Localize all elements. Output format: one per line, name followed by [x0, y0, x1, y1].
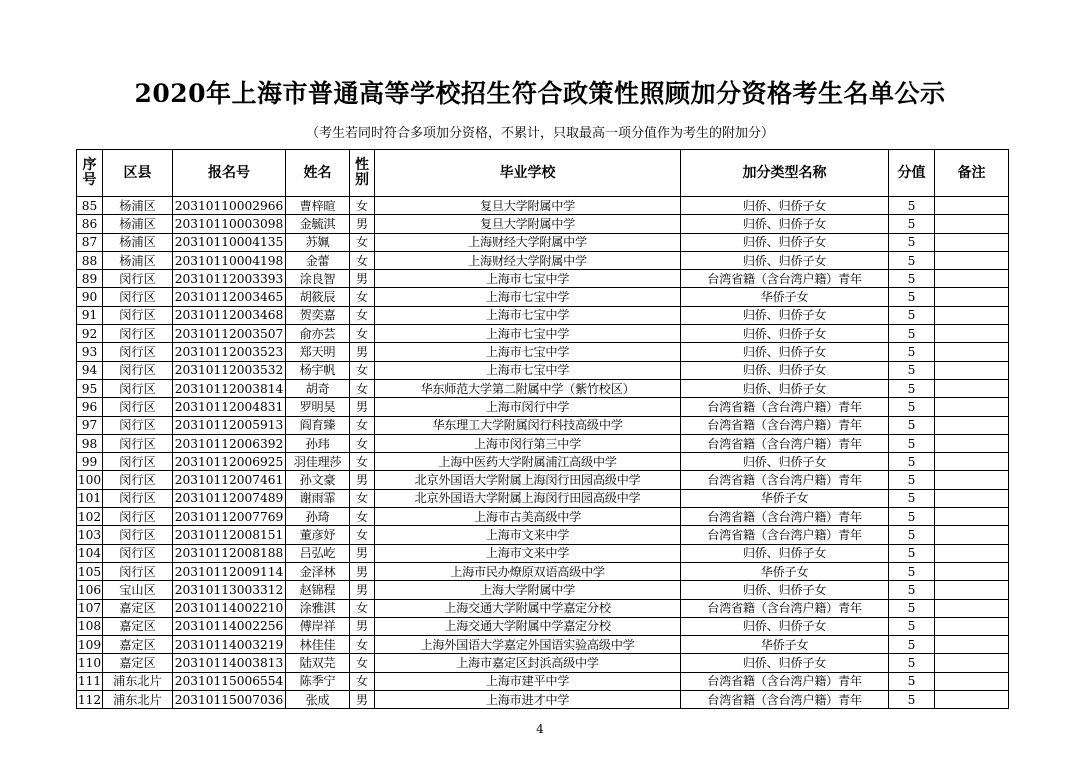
cell-gender: 女	[350, 416, 375, 434]
cell-bonus-type: 台湾省籍（含台湾户籍）青年	[681, 398, 889, 416]
cell-remark	[935, 544, 1009, 562]
cell-bonus-type: 归侨、归侨子女	[681, 251, 889, 269]
cell-seq: 111	[77, 672, 103, 690]
cell-name: 金泽林	[286, 562, 350, 580]
document-subtitle: （考生若同时符合多项加分资格，不累计，只取最高一项分值作为考生的附加分）	[305, 126, 774, 141]
cell-district: 闵行区	[103, 489, 173, 507]
cell-reg-no: 20310112003523	[173, 343, 286, 361]
header-school: 毕业学校	[375, 150, 681, 197]
cell-name: 孙琦	[286, 508, 350, 526]
page-number: 4	[536, 722, 544, 736]
cell-reg-no: 20310114003219	[173, 636, 286, 654]
cell-gender: 女	[350, 233, 375, 251]
cell-reg-no: 20310114002210	[173, 599, 286, 617]
cell-seq: 99	[77, 453, 103, 471]
cell-score: 5	[889, 197, 935, 215]
cell-score: 5	[889, 636, 935, 654]
cell-district: 闵行区	[103, 325, 173, 343]
cell-gender: 女	[350, 654, 375, 672]
cell-score: 5	[889, 691, 935, 709]
cell-bonus-type: 华侨子女	[681, 489, 889, 507]
cell-school: 上海财经大学附属中学	[375, 233, 681, 251]
table-row	[77, 343, 1009, 361]
cell-bonus-type: 归侨、归侨子女	[681, 325, 889, 343]
table-row	[77, 361, 1009, 379]
cell-seq: 95	[77, 379, 103, 397]
cell-district: 杨浦区	[103, 233, 173, 251]
cell-gender: 女	[350, 526, 375, 544]
cell-reg-no: 20310112005913	[173, 416, 286, 434]
cell-name: 贺奕嘉	[286, 306, 350, 324]
cell-remark	[935, 270, 1009, 288]
header-district: 区县	[103, 150, 173, 197]
cell-bonus-type: 台湾省籍（含台湾户籍）青年	[681, 691, 889, 709]
cell-gender: 女	[350, 325, 375, 343]
cell-school: 上海市七宝中学	[375, 361, 681, 379]
cell-seq: 94	[77, 361, 103, 379]
cell-district: 闵行区	[103, 471, 173, 489]
cell-district: 嘉定区	[103, 636, 173, 654]
cell-district: 闵行区	[103, 562, 173, 580]
table-row	[77, 398, 1009, 416]
cell-district: 浦东北片	[103, 691, 173, 709]
cell-gender: 女	[350, 599, 375, 617]
cell-school: 华东师范大学第二附属中学（紫竹校区）	[375, 379, 681, 397]
cell-bonus-type: 归侨、归侨子女	[681, 306, 889, 324]
cell-gender: 男	[350, 471, 375, 489]
cell-score: 5	[889, 471, 935, 489]
cell-bonus-type: 归侨、归侨子女	[681, 215, 889, 233]
document-title: 2020年上海市普通高等学校招生符合政策性照顾加分资格考生名单公示	[134, 79, 946, 108]
cell-remark	[935, 672, 1009, 690]
cell-reg-no: 20310112003393	[173, 270, 286, 288]
cell-score: 5	[889, 654, 935, 672]
cell-remark	[935, 581, 1009, 599]
header-remark: 备注	[935, 150, 1009, 197]
cell-name: 吕弘屹	[286, 544, 350, 562]
cell-seq: 85	[77, 197, 103, 215]
cell-reg-no: 20310110004198	[173, 251, 286, 269]
table-header-row	[77, 150, 1009, 197]
cell-name: 涂良智	[286, 270, 350, 288]
cell-reg-no: 20310110003098	[173, 215, 286, 233]
cell-district: 闵行区	[103, 343, 173, 361]
cell-school: 上海市民办燎原双语高级中学	[375, 562, 681, 580]
cell-score: 5	[889, 453, 935, 471]
table-row	[77, 471, 1009, 489]
cell-name: 杨宇帆	[286, 361, 350, 379]
cell-score: 5	[889, 489, 935, 507]
cell-gender: 女	[350, 508, 375, 526]
cell-bonus-type: 归侨、归侨子女	[681, 453, 889, 471]
cell-seq: 109	[77, 636, 103, 654]
cell-gender: 男	[350, 544, 375, 562]
cell-district: 杨浦区	[103, 197, 173, 215]
cell-score: 5	[889, 398, 935, 416]
cell-school: 上海市七宝中学	[375, 325, 681, 343]
cell-name: 林佳佳	[286, 636, 350, 654]
cell-remark	[935, 471, 1009, 489]
cell-reg-no: 20310115006554	[173, 672, 286, 690]
cell-school: 上海大学附属中学	[375, 581, 681, 599]
cell-school: 上海市七宝中学	[375, 288, 681, 306]
cell-bonus-type: 华侨子女	[681, 562, 889, 580]
header-reg-no: 报名号	[173, 150, 286, 197]
cell-bonus-type: 台湾省籍（含台湾户籍）青年	[681, 672, 889, 690]
cell-remark	[935, 654, 1009, 672]
cell-district: 杨浦区	[103, 251, 173, 269]
cell-reg-no: 20310112007461	[173, 471, 286, 489]
cell-remark	[935, 398, 1009, 416]
table-row	[77, 636, 1009, 654]
cell-district: 宝山区	[103, 581, 173, 599]
cell-score: 5	[889, 581, 935, 599]
cell-reg-no: 20310112007769	[173, 508, 286, 526]
cell-score: 5	[889, 379, 935, 397]
cell-remark	[935, 526, 1009, 544]
cell-name: 郑天明	[286, 343, 350, 361]
cell-bonus-type: 华侨子女	[681, 288, 889, 306]
table-row	[77, 691, 1009, 709]
cell-score: 5	[889, 544, 935, 562]
cell-score: 5	[889, 599, 935, 617]
cell-name: 俞亦芸	[286, 325, 350, 343]
table-row	[77, 379, 1009, 397]
cell-remark	[935, 251, 1009, 269]
cell-school: 上海市进才中学	[375, 691, 681, 709]
header-score: 分值	[889, 150, 935, 197]
cell-seq: 110	[77, 654, 103, 672]
table-row	[77, 215, 1009, 233]
cell-remark	[935, 325, 1009, 343]
cell-remark	[935, 508, 1009, 526]
cell-gender: 女	[350, 636, 375, 654]
cell-reg-no: 20310112006925	[173, 453, 286, 471]
cell-name: 赵锦程	[286, 581, 350, 599]
cell-bonus-type: 归侨、归侨子女	[681, 197, 889, 215]
cell-remark	[935, 379, 1009, 397]
cell-remark	[935, 197, 1009, 215]
table-row	[77, 416, 1009, 434]
table-row	[77, 270, 1009, 288]
cell-gender: 男	[350, 617, 375, 635]
cell-gender: 女	[350, 489, 375, 507]
cell-school: 上海市嘉定区封浜高级中学	[375, 654, 681, 672]
cell-seq: 92	[77, 325, 103, 343]
cell-reg-no: 20310112008151	[173, 526, 286, 544]
cell-seq: 103	[77, 526, 103, 544]
cell-name: 涂雅淇	[286, 599, 350, 617]
cell-seq: 93	[77, 343, 103, 361]
table-row	[77, 306, 1009, 324]
cell-bonus-type: 台湾省籍（含台湾户籍）青年	[681, 270, 889, 288]
cell-school: 上海市七宝中学	[375, 270, 681, 288]
cell-district: 闵行区	[103, 434, 173, 452]
cell-gender: 男	[350, 343, 375, 361]
cell-gender: 女	[350, 197, 375, 215]
cell-gender: 女	[350, 672, 375, 690]
cell-district: 闵行区	[103, 508, 173, 526]
cell-name: 胡奇	[286, 379, 350, 397]
cell-name: 孙玮	[286, 434, 350, 452]
header-gender: 性 别	[350, 150, 375, 197]
cell-district: 闵行区	[103, 306, 173, 324]
cell-remark	[935, 215, 1009, 233]
cell-reg-no: 20310112003468	[173, 306, 286, 324]
cell-seq: 100	[77, 471, 103, 489]
cell-district: 闵行区	[103, 526, 173, 544]
header-name: 姓名	[286, 150, 350, 197]
table-row	[77, 544, 1009, 562]
cell-reg-no: 20310113003312	[173, 581, 286, 599]
cell-school: 上海市七宝中学	[375, 343, 681, 361]
cell-seq: 112	[77, 691, 103, 709]
cell-school: 复旦大学附属中学	[375, 215, 681, 233]
cell-remark	[935, 343, 1009, 361]
table-row	[77, 233, 1009, 251]
cell-seq: 98	[77, 434, 103, 452]
table-body	[77, 197, 1009, 709]
cell-score: 5	[889, 233, 935, 251]
cell-remark	[935, 617, 1009, 635]
cell-gender: 男	[350, 581, 375, 599]
cell-reg-no: 20310114002256	[173, 617, 286, 635]
table-row	[77, 325, 1009, 343]
cell-reg-no: 20310112003532	[173, 361, 286, 379]
cell-district: 嘉定区	[103, 617, 173, 635]
cell-name: 苏姵	[286, 233, 350, 251]
cell-gender: 女	[350, 379, 375, 397]
cell-bonus-type: 台湾省籍（含台湾户籍）青年	[681, 434, 889, 452]
cell-district: 杨浦区	[103, 215, 173, 233]
cell-remark	[935, 434, 1009, 452]
cell-seq: 108	[77, 617, 103, 635]
table-row	[77, 434, 1009, 452]
table-row	[77, 672, 1009, 690]
cell-score: 5	[889, 562, 935, 580]
cell-school: 上海市文来中学	[375, 526, 681, 544]
cell-name: 陈季宁	[286, 672, 350, 690]
cell-name: 陆双芫	[286, 654, 350, 672]
table-row	[77, 562, 1009, 580]
cell-remark	[935, 453, 1009, 471]
cell-reg-no: 20310112008188	[173, 544, 286, 562]
cell-gender: 女	[350, 306, 375, 324]
cell-remark	[935, 416, 1009, 434]
cell-school: 上海交通大学附属中学嘉定分校	[375, 617, 681, 635]
cell-district: 闵行区	[103, 379, 173, 397]
cell-school: 北京外国语大学附属上海闵行田园高级中学	[375, 471, 681, 489]
cell-gender: 女	[350, 453, 375, 471]
cell-score: 5	[889, 251, 935, 269]
cell-remark	[935, 636, 1009, 654]
cell-gender: 女	[350, 434, 375, 452]
cell-school: 上海市文来中学	[375, 544, 681, 562]
cell-school: 上海市闵行中学	[375, 398, 681, 416]
cell-score: 5	[889, 288, 935, 306]
cell-bonus-type: 台湾省籍（含台湾户籍）青年	[681, 471, 889, 489]
cell-district: 闵行区	[103, 398, 173, 416]
cell-bonus-type: 台湾省籍（含台湾户籍）青年	[681, 416, 889, 434]
cell-score: 5	[889, 526, 935, 544]
table-row	[77, 251, 1009, 269]
cell-gender: 女	[350, 251, 375, 269]
cell-name: 曹梓暄	[286, 197, 350, 215]
cell-bonus-type: 华侨子女	[681, 636, 889, 654]
cell-name: 董彦妤	[286, 526, 350, 544]
cell-seq: 88	[77, 251, 103, 269]
cell-remark	[935, 599, 1009, 617]
cell-remark	[935, 306, 1009, 324]
cell-district: 闵行区	[103, 288, 173, 306]
cell-remark	[935, 233, 1009, 251]
cell-seq: 91	[77, 306, 103, 324]
cell-remark	[935, 562, 1009, 580]
cell-bonus-type: 台湾省籍（含台湾户籍）青年	[681, 526, 889, 544]
cell-score: 5	[889, 343, 935, 361]
cell-name: 傅岸祥	[286, 617, 350, 635]
cell-school: 复旦大学附属中学	[375, 197, 681, 215]
cell-seq: 87	[77, 233, 103, 251]
cell-seq: 102	[77, 508, 103, 526]
cell-score: 5	[889, 306, 935, 324]
table-row	[77, 288, 1009, 306]
cell-reg-no: 20310112003507	[173, 325, 286, 343]
cell-score: 5	[889, 416, 935, 434]
cell-district: 嘉定区	[103, 599, 173, 617]
cell-score: 5	[889, 434, 935, 452]
cell-name: 孙文豪	[286, 471, 350, 489]
cell-score: 5	[889, 617, 935, 635]
cell-bonus-type: 台湾省籍（含台湾户籍）青年	[681, 599, 889, 617]
table-row	[77, 197, 1009, 215]
cell-name: 胡筱辰	[286, 288, 350, 306]
cell-seq: 96	[77, 398, 103, 416]
cell-remark	[935, 489, 1009, 507]
cell-district: 闵行区	[103, 544, 173, 562]
cell-remark	[935, 288, 1009, 306]
cell-seq: 89	[77, 270, 103, 288]
cell-bonus-type: 归侨、归侨子女	[681, 654, 889, 672]
table-row	[77, 508, 1009, 526]
cell-school: 上海市闵行第三中学	[375, 434, 681, 452]
cell-bonus-type: 归侨、归侨子女	[681, 379, 889, 397]
cell-reg-no: 20310112004831	[173, 398, 286, 416]
cell-gender: 女	[350, 361, 375, 379]
cell-score: 5	[889, 672, 935, 690]
cell-reg-no: 20310110002966	[173, 197, 286, 215]
header-seq: 序 号	[77, 150, 103, 197]
cell-name: 阎育臻	[286, 416, 350, 434]
cell-seq: 106	[77, 581, 103, 599]
cell-remark	[935, 361, 1009, 379]
cell-school: 上海交通大学附属中学嘉定分校	[375, 599, 681, 617]
cell-bonus-type: 归侨、归侨子女	[681, 343, 889, 361]
cell-school: 华东理工大学附属闵行科技高级中学	[375, 416, 681, 434]
cell-gender: 男	[350, 562, 375, 580]
cell-gender: 女	[350, 288, 375, 306]
cell-school: 上海财经大学附属中学	[375, 251, 681, 269]
cell-school: 上海中医药大学附属浦江高级中学	[375, 453, 681, 471]
table-row	[77, 581, 1009, 599]
cell-school: 上海外国语大学嘉定外国语实验高级中学	[375, 636, 681, 654]
cell-name: 罗明昊	[286, 398, 350, 416]
cell-score: 5	[889, 270, 935, 288]
cell-name: 金毓淇	[286, 215, 350, 233]
cell-score: 5	[889, 325, 935, 343]
cell-bonus-type: 归侨、归侨子女	[681, 581, 889, 599]
table-row	[77, 654, 1009, 672]
cell-score: 5	[889, 361, 935, 379]
cell-district: 闵行区	[103, 416, 173, 434]
cell-bonus-type: 归侨、归侨子女	[681, 361, 889, 379]
table-row	[77, 617, 1009, 635]
cell-seq: 105	[77, 562, 103, 580]
table-row	[77, 526, 1009, 544]
cell-bonus-type: 归侨、归侨子女	[681, 544, 889, 562]
cell-school: 上海市古美高级中学	[375, 508, 681, 526]
cell-seq: 104	[77, 544, 103, 562]
cell-district: 闵行区	[103, 270, 173, 288]
cell-district: 嘉定区	[103, 654, 173, 672]
cell-school: 上海市七宝中学	[375, 306, 681, 324]
table-row	[77, 489, 1009, 507]
cell-school: 北京外国语大学附属上海闵行田园高级中学	[375, 489, 681, 507]
cell-reg-no: 20310112003814	[173, 379, 286, 397]
cell-seq: 97	[77, 416, 103, 434]
cell-gender: 男	[350, 270, 375, 288]
cell-seq: 107	[77, 599, 103, 617]
cell-name: 羽佳理莎	[286, 453, 350, 471]
table-row	[77, 453, 1009, 471]
cell-name: 张成	[286, 691, 350, 709]
cell-bonus-type: 台湾省籍（含台湾户籍）青年	[681, 508, 889, 526]
header-bonus-type: 加分类型名称	[681, 150, 889, 197]
cell-score: 5	[889, 215, 935, 233]
cell-seq: 101	[77, 489, 103, 507]
table-row	[77, 599, 1009, 617]
cell-bonus-type: 归侨、归侨子女	[681, 617, 889, 635]
cell-district: 浦东北片	[103, 672, 173, 690]
cell-gender: 男	[350, 215, 375, 233]
cell-gender: 男	[350, 398, 375, 416]
cell-bonus-type: 归侨、归侨子女	[681, 233, 889, 251]
cell-district: 闵行区	[103, 453, 173, 471]
cell-reg-no: 20310112006392	[173, 434, 286, 452]
cell-seq: 86	[77, 215, 103, 233]
cell-reg-no: 20310110004135	[173, 233, 286, 251]
cell-name: 金蕾	[286, 251, 350, 269]
candidate-table	[76, 149, 1009, 709]
cell-reg-no: 20310115007036	[173, 691, 286, 709]
cell-seq: 90	[77, 288, 103, 306]
cell-district: 闵行区	[103, 361, 173, 379]
cell-reg-no: 20310112009114	[173, 562, 286, 580]
cell-reg-no: 20310114003813	[173, 654, 286, 672]
cell-school: 上海市建平中学	[375, 672, 681, 690]
cell-reg-no: 20310112007489	[173, 489, 286, 507]
cell-score: 5	[889, 508, 935, 526]
cell-remark	[935, 691, 1009, 709]
cell-reg-no: 20310112003465	[173, 288, 286, 306]
cell-gender: 男	[350, 691, 375, 709]
cell-name: 谢雨霏	[286, 489, 350, 507]
